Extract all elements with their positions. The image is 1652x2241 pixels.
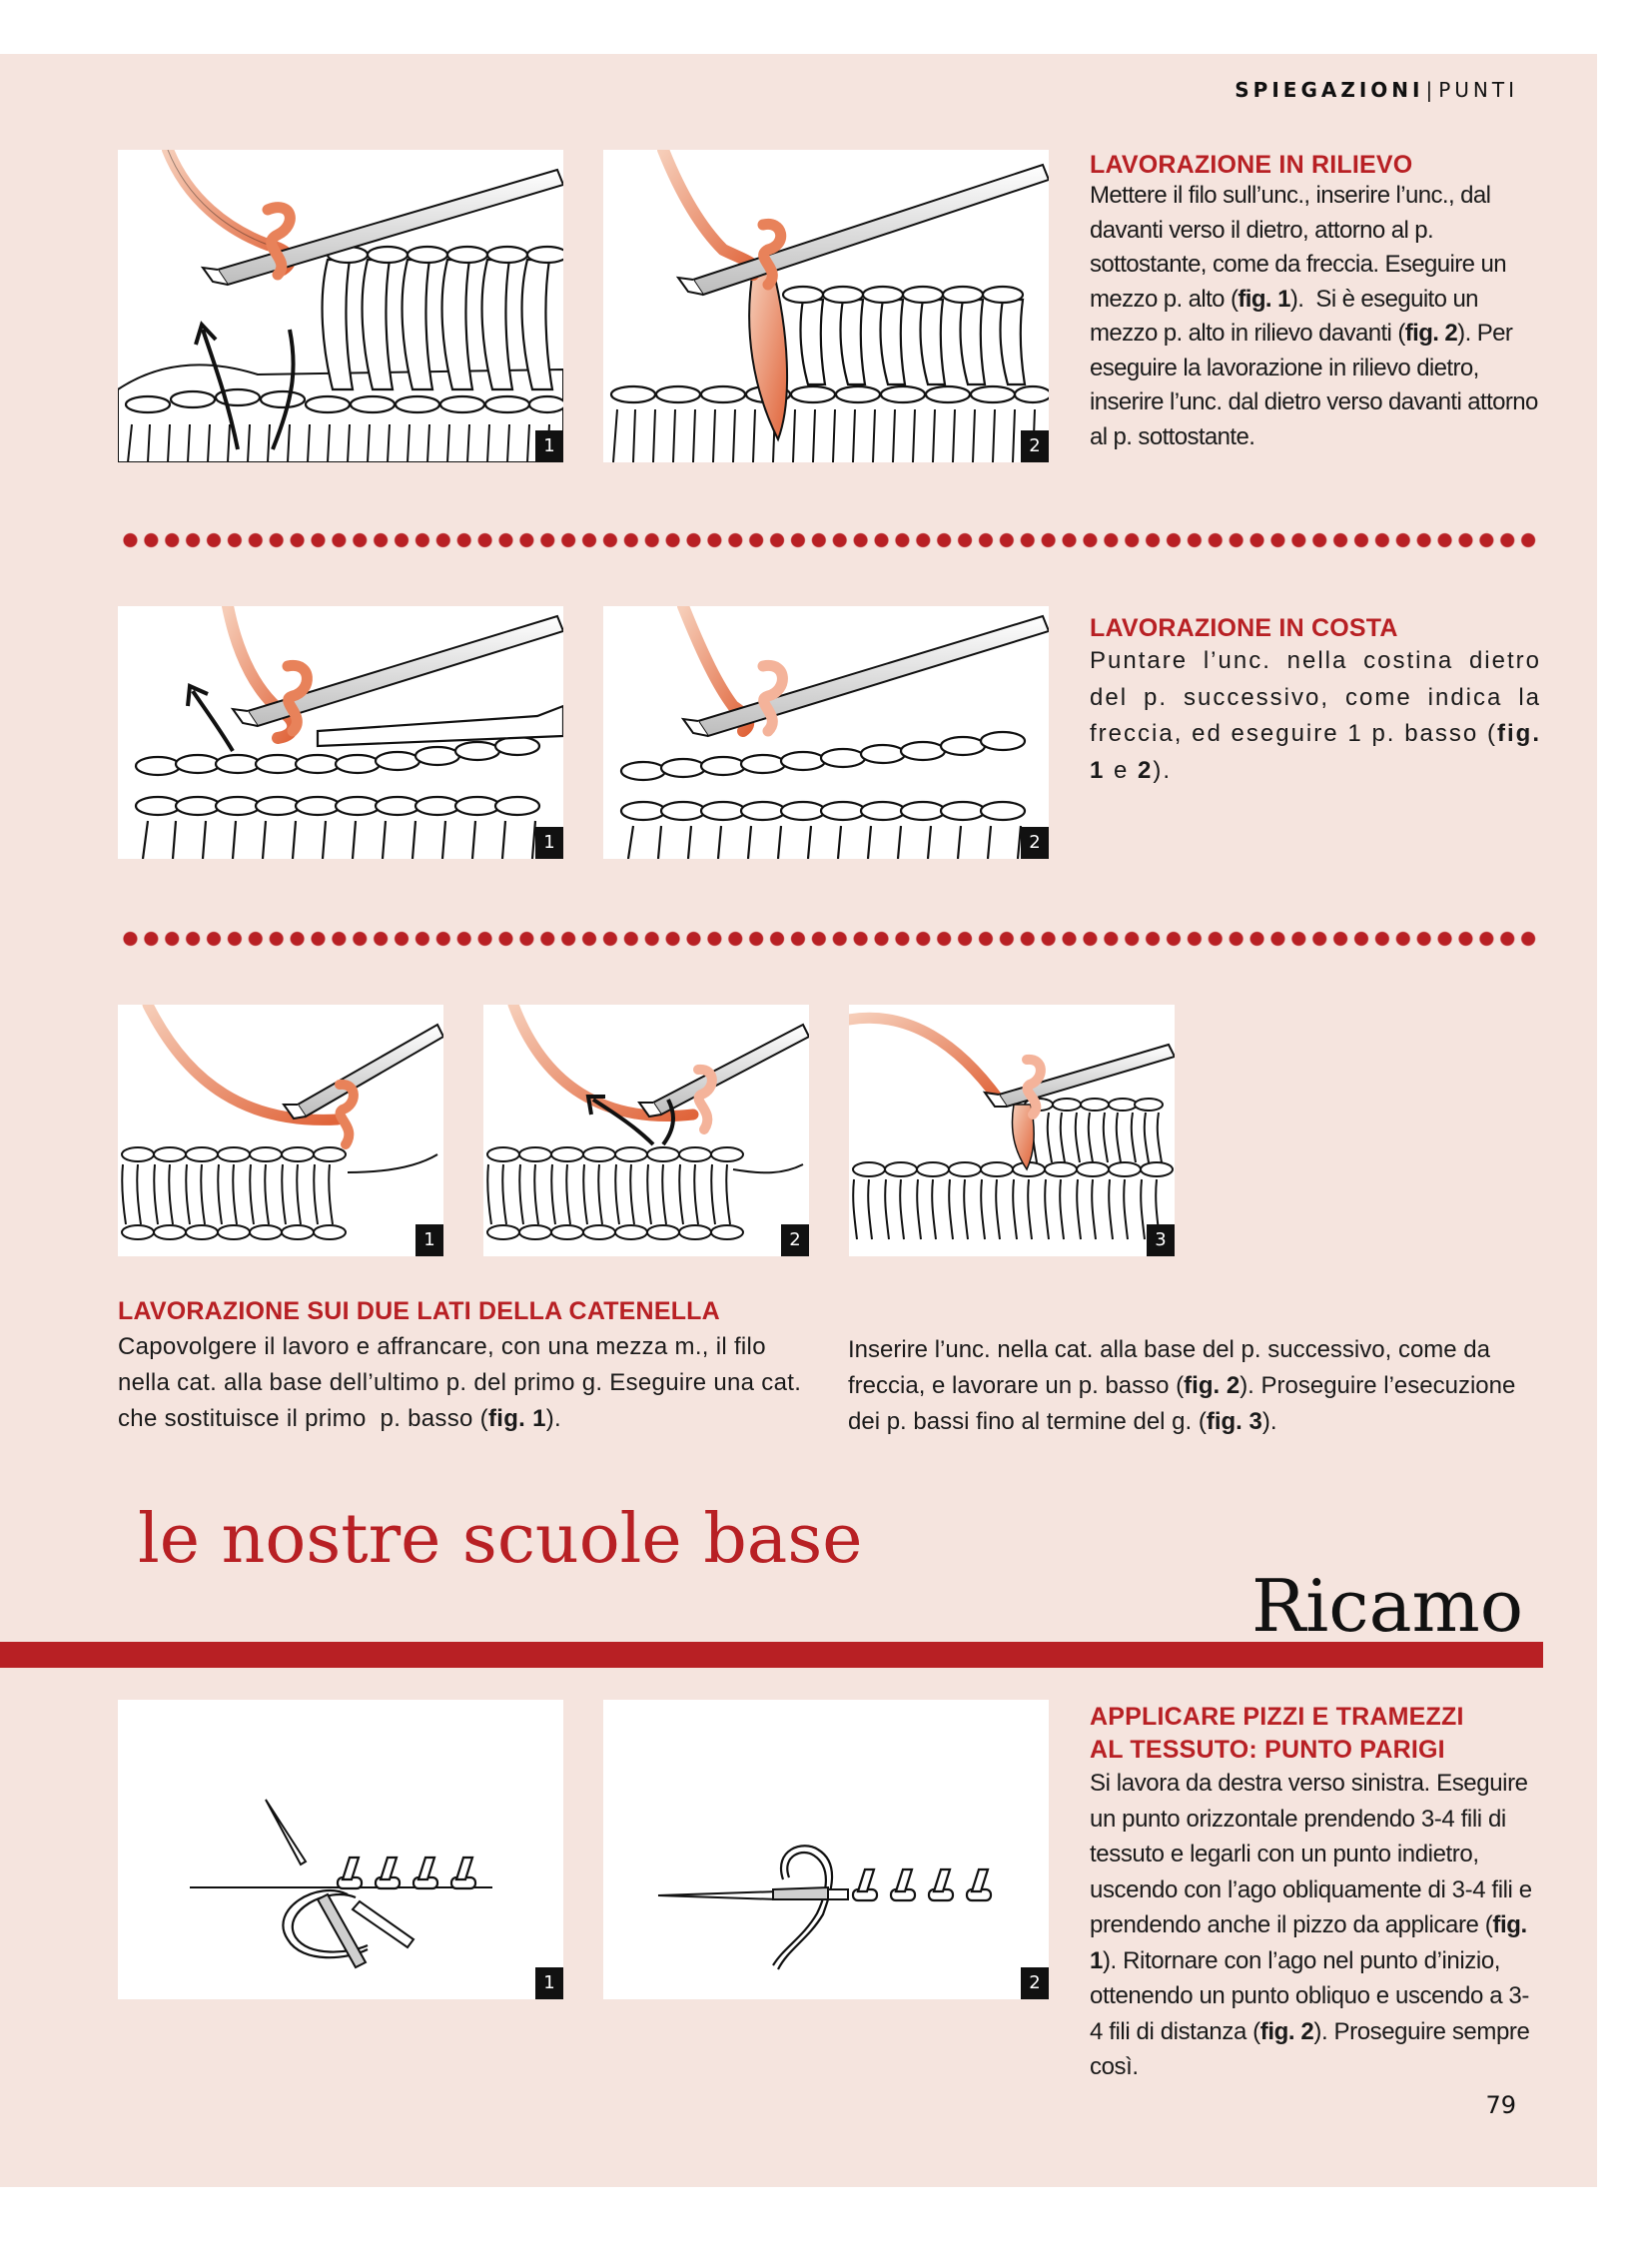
crochet-fabric bbox=[122, 1147, 437, 1239]
crochet-fabric bbox=[136, 706, 563, 859]
arrow-icon bbox=[188, 686, 233, 751]
lace-stitches bbox=[338, 1858, 475, 1888]
figure-number: 1 bbox=[415, 1224, 443, 1256]
figure-number: 1 bbox=[535, 827, 563, 859]
parigi-figure-2 bbox=[603, 1700, 1049, 1999]
rilievo-text: Mettere il filo sull’unc., inserire l’unc., dal davanti verso il dietro, attorno al p. sottostante, come da freccia. Eseguire un mezzo p. alto (fig. 1). Si è eseguito un mezzo p. alto in rilievo davanti (fig. 2). Per eseguire la lavorazione in rilievo dietro, inserire l’unc. dal dietro verso davanti attorno al p. sottostante. bbox=[1090, 182, 1538, 450]
costa-figure-1 bbox=[118, 606, 563, 859]
crochet-hook bbox=[985, 1045, 1175, 1107]
crochet-hook bbox=[683, 616, 1049, 736]
costa-text: Puntare l’unc. nella costina dietro del p. successivo, come indica la freccia, ed eseguire 1 p. basso (fig. 1 e 2). bbox=[1090, 647, 1541, 784]
parigi-title-line1: APPLICARE PIZZI E TRAMEZZI bbox=[1090, 1703, 1464, 1731]
rilievo-figure-2 bbox=[603, 150, 1049, 462]
parigi-text: Si lavora da destra verso sinistra. Eseguire un punto orizzontale prendendo 3-4 fili di tessuto e legarli con un punto indietro, uscendo con l’ago obliquamente di 3-4 fili e prendendo anche il pizzo da applicare (fig. 1). Ritornare con l’ago nel punto d’inizio, ottenendo un punto obliquo e uscendo a 3-4 fili di distanza (fig. 2). Proseguire sempre così. bbox=[1090, 1770, 1532, 2080]
lace-stitches bbox=[853, 1869, 991, 1900]
catenella-figure-1 bbox=[118, 1005, 443, 1256]
catenella-text-right: Inserire l’unc. nella cat. alla base del p. successivo, come da freccia, e lavorare un p. basso (fig. 2). Proseguire l’esecuzione dei p. bassi fino al termine del g. (fig. 3). bbox=[848, 1336, 1516, 1435]
page bbox=[0, 54, 1597, 2187]
rilievo-figure-1 bbox=[118, 150, 563, 462]
costa-illustration-2 bbox=[603, 606, 1049, 859]
thread bbox=[773, 1846, 832, 1969]
yarn bbox=[663, 150, 756, 275]
figure-number: 3 bbox=[1147, 1224, 1175, 1256]
school-title: le nostre scuole base bbox=[138, 1500, 863, 1579]
parigi-title-line2: AL TESSUTO: PUNTO PARIGI bbox=[1090, 1736, 1445, 1764]
crochet-fabric bbox=[487, 1147, 803, 1239]
header-part2: PUNTI bbox=[1438, 78, 1518, 102]
running-header bbox=[1235, 78, 1518, 102]
crochet-fabric bbox=[621, 732, 1025, 859]
crochet-hook bbox=[678, 165, 1049, 295]
catenella-illustration-1 bbox=[118, 1005, 443, 1256]
rilievo-illustration-1 bbox=[118, 150, 563, 462]
figure-number: 2 bbox=[1021, 827, 1049, 859]
category-title: Ricamo bbox=[1251, 1564, 1524, 1648]
figure-number: 1 bbox=[535, 430, 563, 462]
crochet-hook bbox=[639, 1025, 809, 1117]
costa-title: LAVORAZIONE IN COSTA bbox=[1090, 614, 1398, 642]
parigi-figure-1 bbox=[118, 1700, 563, 1999]
figure-number: 2 bbox=[781, 1224, 809, 1256]
page-number: 79 bbox=[1485, 2091, 1516, 2119]
parigi-illustration-1 bbox=[118, 1700, 563, 1999]
figure-number: 2 bbox=[1021, 1967, 1049, 1999]
crochet-hook bbox=[284, 1025, 443, 1119]
needle-icon bbox=[658, 1887, 848, 1899]
figure-number: 2 bbox=[1021, 430, 1049, 462]
header-part1: SPIEGAZIONI bbox=[1235, 78, 1424, 102]
costa-figure-2 bbox=[603, 606, 1049, 859]
catenella-figure-2 bbox=[483, 1005, 809, 1256]
catenella-title: LAVORAZIONE SUI DUE LATI DELLA CATENELLA bbox=[118, 1297, 720, 1325]
parigi-illustration-2 bbox=[603, 1700, 1049, 1999]
rilievo-illustration-2 bbox=[603, 150, 1049, 462]
crochet-hook bbox=[233, 616, 563, 726]
rilievo-title: LAVORAZIONE IN RILIEVO bbox=[1090, 151, 1413, 179]
crochet-fabric bbox=[118, 247, 563, 462]
crochet-fabric bbox=[611, 287, 1049, 462]
costa-illustration-1 bbox=[118, 606, 563, 859]
yarn bbox=[849, 1018, 999, 1100]
figure-number: 1 bbox=[535, 1967, 563, 1999]
dotted-separator bbox=[120, 530, 1538, 550]
dotted-separator bbox=[120, 929, 1538, 949]
yarn-outline bbox=[168, 150, 268, 245]
catenella-illustration-3 bbox=[849, 1005, 1175, 1256]
catenella-figure-3 bbox=[849, 1005, 1175, 1256]
header-separator: | bbox=[1425, 78, 1437, 102]
catenella-text-left: Capovolgere il lavoro e affrancare, con una mezza m., il filo nella cat. alla base dell’ultimo p. del primo g. Eseguire una cat. che sostituisce il primo p. basso (fig. 1). bbox=[118, 1333, 802, 1432]
catenella-illustration-2 bbox=[483, 1005, 809, 1256]
